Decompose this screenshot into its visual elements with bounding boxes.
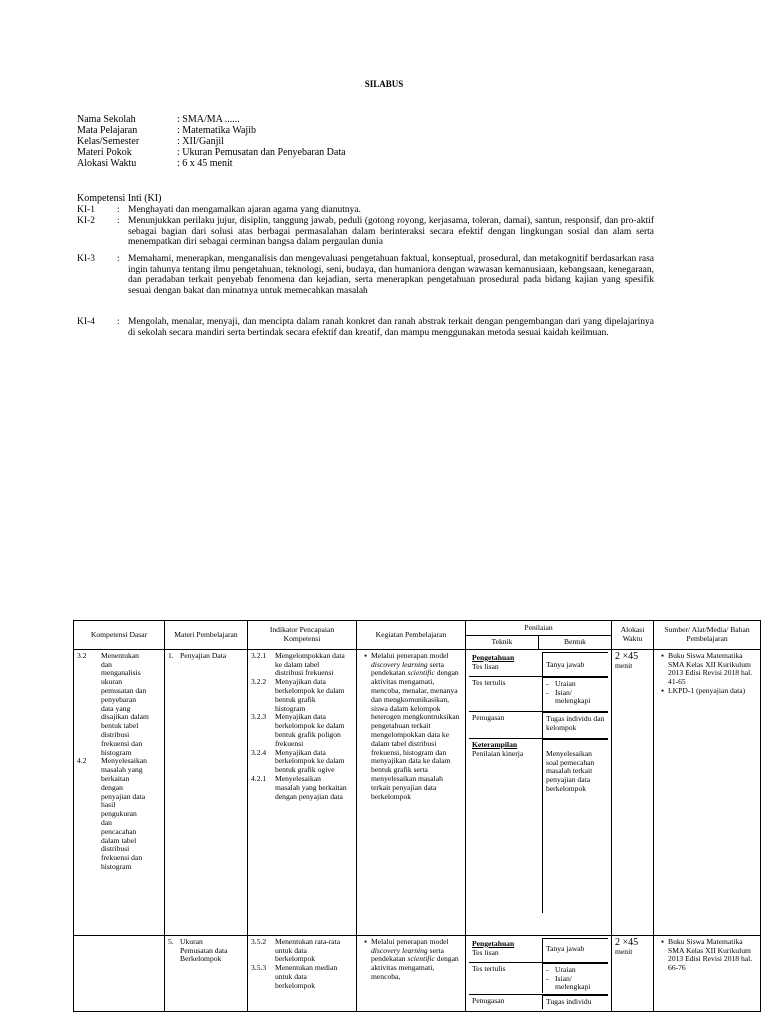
- sumber-text: LKPD-1 (penyajian data): [668, 685, 746, 695]
- kd-text: Menentukan dan menganalisis ukuran pemusatan dan penyebaran data yang disajikan dalam bentuk tabel distribusi frekuensi dan histogram: [101, 650, 149, 757]
- ki-text: Memahami, menerapkan, menganalisis dan mengevaluasi pengetahuan faktual, konseptual, prosedural, dan metakognitif berdasarkan rasa ingin tahunya tentang ilmu pengetahuan, teknologi, seni, budaya, dan humaniora dengan wawasan kemanusiaan, kebangsaan, kenegaraan, dan peradaban terkait penyebab fenomena dan kejadian, serta menerapkan pengetahuan prosedural pada bidang kajian yang spesifik sesuai dengan bakat dan minatnya untuk memecahkan masalah: [128, 254, 654, 296]
- bentuk-line: [546, 975, 605, 993]
- indikator-number: 3.5.2: [251, 936, 267, 946]
- bullet-icon: ▪: [661, 685, 664, 695]
- indikator-item: [251, 964, 353, 990]
- bentuk-item: Tanya jawab: [543, 938, 608, 962]
- sumber-item: [657, 652, 757, 687]
- indikator-item: [251, 652, 353, 678]
- ki-text: Menunjukkan perilaku jujur, disiplin, tanggung jawab, peduli (gotong royong, kerjasama, toleran, damai), santun, responsif, dan pro-aktif sebagai bagian dari solusi atas berbagai permasalahan dalam berinteraksi secara efektif dengan lingkungan sosial dan alam serta menempatkan diri sebagai cerminan bangsa dalam pergaulan dunia: [128, 216, 654, 248]
- info-row-time: [77, 158, 346, 169]
- kd-number: 3.2: [77, 650, 87, 660]
- penilaian-row: [469, 652, 608, 676]
- sumber-item: [657, 938, 757, 973]
- kegiatan-cell: [357, 649, 466, 935]
- alokasi-value: 2 ×45: [615, 936, 639, 948]
- header-bentuk: Bentuk: [539, 636, 612, 650]
- teknik-text: Tes lisan: [472, 947, 499, 957]
- alokasi-cell: [612, 649, 654, 935]
- alokasi-cell: [612, 935, 654, 1011]
- ki-code: KI-1: [77, 205, 95, 215]
- bentuk-text: Uraian: [555, 678, 576, 688]
- kd-item: [77, 757, 161, 871]
- alokasi-value: 2 ×45: [615, 650, 639, 662]
- kd-cell: [74, 935, 165, 1011]
- bentuk-text: Tugas individu dan kelompok: [543, 712, 608, 738]
- indikator-text: Mengelompokkan data ke dalam tabel distribusi frekuensi: [275, 650, 345, 678]
- sumber-cell: [654, 649, 761, 935]
- sumber-text: Buku Siswa Matematika SMA Kelas XII Kurikulum 2013 Edisi Revisi 2018 hal. 66-76: [668, 936, 753, 973]
- ki-colon: :: [117, 216, 120, 226]
- teknik-text: Tes tertulis: [469, 677, 543, 711]
- ki-4: [77, 317, 654, 338]
- ki-text: Mengolah, menalar, menyaji, dan mencipta dalam ranah konkret dan ranah abstrak terkait dengan pengembangan dari yang dipelajarinya di sekolah secara mandiri serta bertindak secara efektif dan kreatif, dan mampu menggunakan metoda sesuai kaidah keilmuan.: [128, 317, 654, 338]
- indikator-text: Menyajikan data berkelompok ke dalam bentuk grafik ogive: [275, 747, 345, 775]
- teknik-text: Penugasan: [469, 712, 543, 738]
- materi-number: 1.: [168, 650, 174, 660]
- kd-number: 4.2: [77, 756, 87, 766]
- penilaian-category: Pengetahuan: [472, 938, 515, 948]
- bentuk-text: Isian/ melengkapi: [555, 973, 591, 992]
- indikator-item: [251, 713, 353, 748]
- document-title: SILABUS: [364, 79, 404, 89]
- alokasi-unit: menit: [615, 946, 633, 956]
- bentuk-item: [543, 963, 608, 994]
- dash-icon: -: [546, 687, 549, 697]
- kegiatan-text: scientific: [407, 668, 435, 678]
- kegiatan-text: Melalui penerapan model: [371, 936, 449, 946]
- bentuk-item: [543, 677, 608, 711]
- sumber-cell: [654, 935, 761, 1011]
- materi-text: Ukuran Pemusatan data Berkelompok: [180, 936, 228, 964]
- indikator-number: 4.2.1: [251, 773, 267, 783]
- penilaian-row: [469, 711, 608, 738]
- bullet-icon: ▪: [364, 936, 367, 946]
- materi-cell: [165, 935, 248, 1011]
- indikator-text: Menyajikan data berkelompok ke dalam bentuk grafik histogram: [275, 677, 345, 713]
- ki-heading: Kompetensi Inti (KI): [77, 193, 162, 204]
- indikator-number: 3.5.3: [251, 963, 267, 973]
- teknik-item: [469, 739, 543, 913]
- identity-block: [77, 114, 346, 169]
- ki-colon: :: [117, 254, 120, 264]
- bentuk-text: Uraian: [555, 964, 576, 974]
- info-row-subject: [77, 125, 346, 136]
- header-kegiatan: Kegiatan Pembelajaran: [357, 621, 466, 650]
- ki-code: KI-3: [77, 254, 95, 264]
- header-sumber: Sumber/ Alat/Media/ Bahan Pembelajaran: [654, 621, 761, 650]
- dash-icon: -: [546, 964, 549, 974]
- kegiatan-cell: [357, 935, 466, 1011]
- sumber-item: [657, 687, 757, 696]
- penilaian-row: [469, 962, 608, 994]
- materi-number: 5.: [168, 936, 174, 946]
- materi-cell: [165, 649, 248, 935]
- indikator-text: Menyajikan data berkelompok ke dalam bentuk grafik poligon frekuensi: [275, 712, 345, 748]
- alokasi-unit: menit: [615, 660, 633, 670]
- indikator-text: Menentukan median untuk data berkelompok: [275, 963, 338, 990]
- header-indikator: Indikator Pencapaian Kompetensi: [248, 621, 357, 650]
- teknik-text: Penugasan: [469, 995, 543, 1009]
- kegiatan-text: dengan aktivitas mengamati, mencoba, menalar, menanya dan mengkomunikasikan, siswa dalam kelompok heterogen mengkontruksikan pengetahuan terkait mengelompokkan data ke dalam tabel distribusi frekuensi, histogram dan menyajikan data ke dalam bentuk grafik serta menyelesaikan masalah terkait penyajian data berkelompok: [371, 668, 460, 801]
- indikator-number: 3.2.1: [251, 650, 267, 660]
- info-value: : 6 x 45 menit: [177, 158, 233, 169]
- indikator-number: 3.2.4: [251, 747, 267, 757]
- header-materi: Materi Pembelajaran: [165, 621, 248, 650]
- bentuk-line: [546, 689, 605, 707]
- bullet-icon: ▪: [661, 650, 664, 660]
- kegiatan-text: discovery learning: [371, 659, 428, 669]
- kegiatan-text: dengan aktivitas mengamati, mencoba,: [371, 954, 459, 981]
- dash-icon: -: [546, 678, 549, 688]
- penilaian-category: Keterampilan: [472, 739, 518, 749]
- bentuk-item: Tanya jawab: [543, 652, 608, 676]
- indikator-item: [251, 678, 353, 713]
- ki-3: [77, 254, 654, 296]
- kegiatan-text: serta pendekatan: [371, 945, 444, 964]
- indikator-text: Menentukan rata-rata untuk data berkelompok: [275, 936, 341, 964]
- info-value: : Ukuran Pemusatan dan Penyebaran Data: [177, 147, 346, 158]
- teknik-text: Tes tertulis: [469, 963, 543, 993]
- indikator-cell: [248, 649, 357, 935]
- indikator-item: [251, 749, 353, 775]
- kegiatan-text: discovery learning: [371, 945, 428, 955]
- info-row-class: [77, 136, 346, 147]
- indikator-cell: [248, 935, 357, 1011]
- info-row-topic: [77, 147, 346, 158]
- teknik-item: [469, 938, 543, 962]
- kegiatan-text: Melalui penerapan model: [371, 650, 449, 660]
- teknik-text: Penilaian kinerja: [472, 748, 524, 758]
- indikator-number: 3.2.2: [251, 677, 267, 687]
- kd-item: [77, 652, 161, 758]
- info-row-school: [77, 114, 346, 125]
- penilaian-row: [469, 738, 608, 913]
- kegiatan-text: scientific: [407, 954, 435, 964]
- header-penilaian: Penilaian: [466, 621, 612, 636]
- kd-text: Menyelesaikan masalah yang berkaitan dengan penyajian data hasil pengukuran dan pencacahan dalam tabel distribusi frekuensi dan histogram: [101, 756, 147, 871]
- kegiatan-text: serta pendekatan: [371, 659, 444, 678]
- table-row: [74, 649, 761, 935]
- info-label: Nama Sekolah: [77, 114, 136, 125]
- header-alokasi: Alokasi Waktu: [612, 621, 654, 650]
- indikator-item: [251, 938, 353, 964]
- kd-cell: [74, 649, 165, 935]
- ki-2: [77, 216, 654, 248]
- materi-item: [168, 652, 244, 661]
- indikator-number: 3.2.3: [251, 712, 267, 722]
- sumber-text: Buku Siswa Matematika SMA Kelas XII Kurikulum 2013 Edisi Revisi 2018 hal. 41-65: [668, 650, 753, 687]
- bullet-icon: ▪: [364, 650, 367, 660]
- bentuk-text: Isian/ melengkapi: [555, 687, 591, 706]
- table-row: [74, 935, 761, 1011]
- teknik-item: [469, 652, 543, 676]
- info-label: Materi Pokok: [77, 147, 132, 158]
- info-label: Mata Pelajaran: [77, 125, 138, 136]
- header-teknik: Teknik: [466, 636, 539, 650]
- ki-1: [77, 205, 654, 216]
- ki-colon: :: [117, 205, 120, 215]
- dash-icon: -: [546, 973, 549, 983]
- ki-code: KI-4: [77, 317, 95, 327]
- teknik-text: Tes lisan: [472, 661, 499, 671]
- bentuk-text: Tugas individu: [543, 995, 608, 1009]
- penilaian-category: Pengetahuan: [472, 652, 515, 662]
- info-value: : XII/Ganjil: [177, 136, 224, 147]
- info-label: Kelas/Semester: [77, 136, 140, 147]
- ki-colon: :: [117, 317, 120, 327]
- kegiatan-item: [360, 938, 462, 982]
- bullet-icon: ▪: [661, 936, 664, 946]
- materi-text: Penyajian Data: [180, 650, 227, 660]
- syllabus-table: [73, 620, 761, 1012]
- ki-text: Menghayati dan mengamalkan ajaran agama yang dianutnya.: [128, 205, 361, 215]
- penilaian-row: [469, 994, 608, 1009]
- indikator-item: [251, 775, 353, 801]
- info-value: : Matematika Wajib: [177, 125, 256, 136]
- ki-code: KI-2: [77, 216, 95, 226]
- penilaian-row: [469, 676, 608, 711]
- penilaian-cell: [466, 649, 612, 935]
- bentuk-text: Menyelesaikan soal pemecahan masalah terkait penyajian data berkelompok: [543, 739, 608, 913]
- penilaian-row: [469, 938, 608, 962]
- indikator-text: Menyelesaikan masalah yang berkaitan dengan penyajian data: [275, 773, 347, 801]
- header-kd: Kompetensi Dasar: [74, 621, 165, 650]
- kegiatan-item: [360, 652, 462, 802]
- info-label: Alokasi Waktu: [77, 158, 137, 169]
- materi-item: [168, 938, 244, 964]
- penilaian-cell: [466, 935, 612, 1011]
- info-value: : SMA/MA ......: [177, 114, 240, 125]
